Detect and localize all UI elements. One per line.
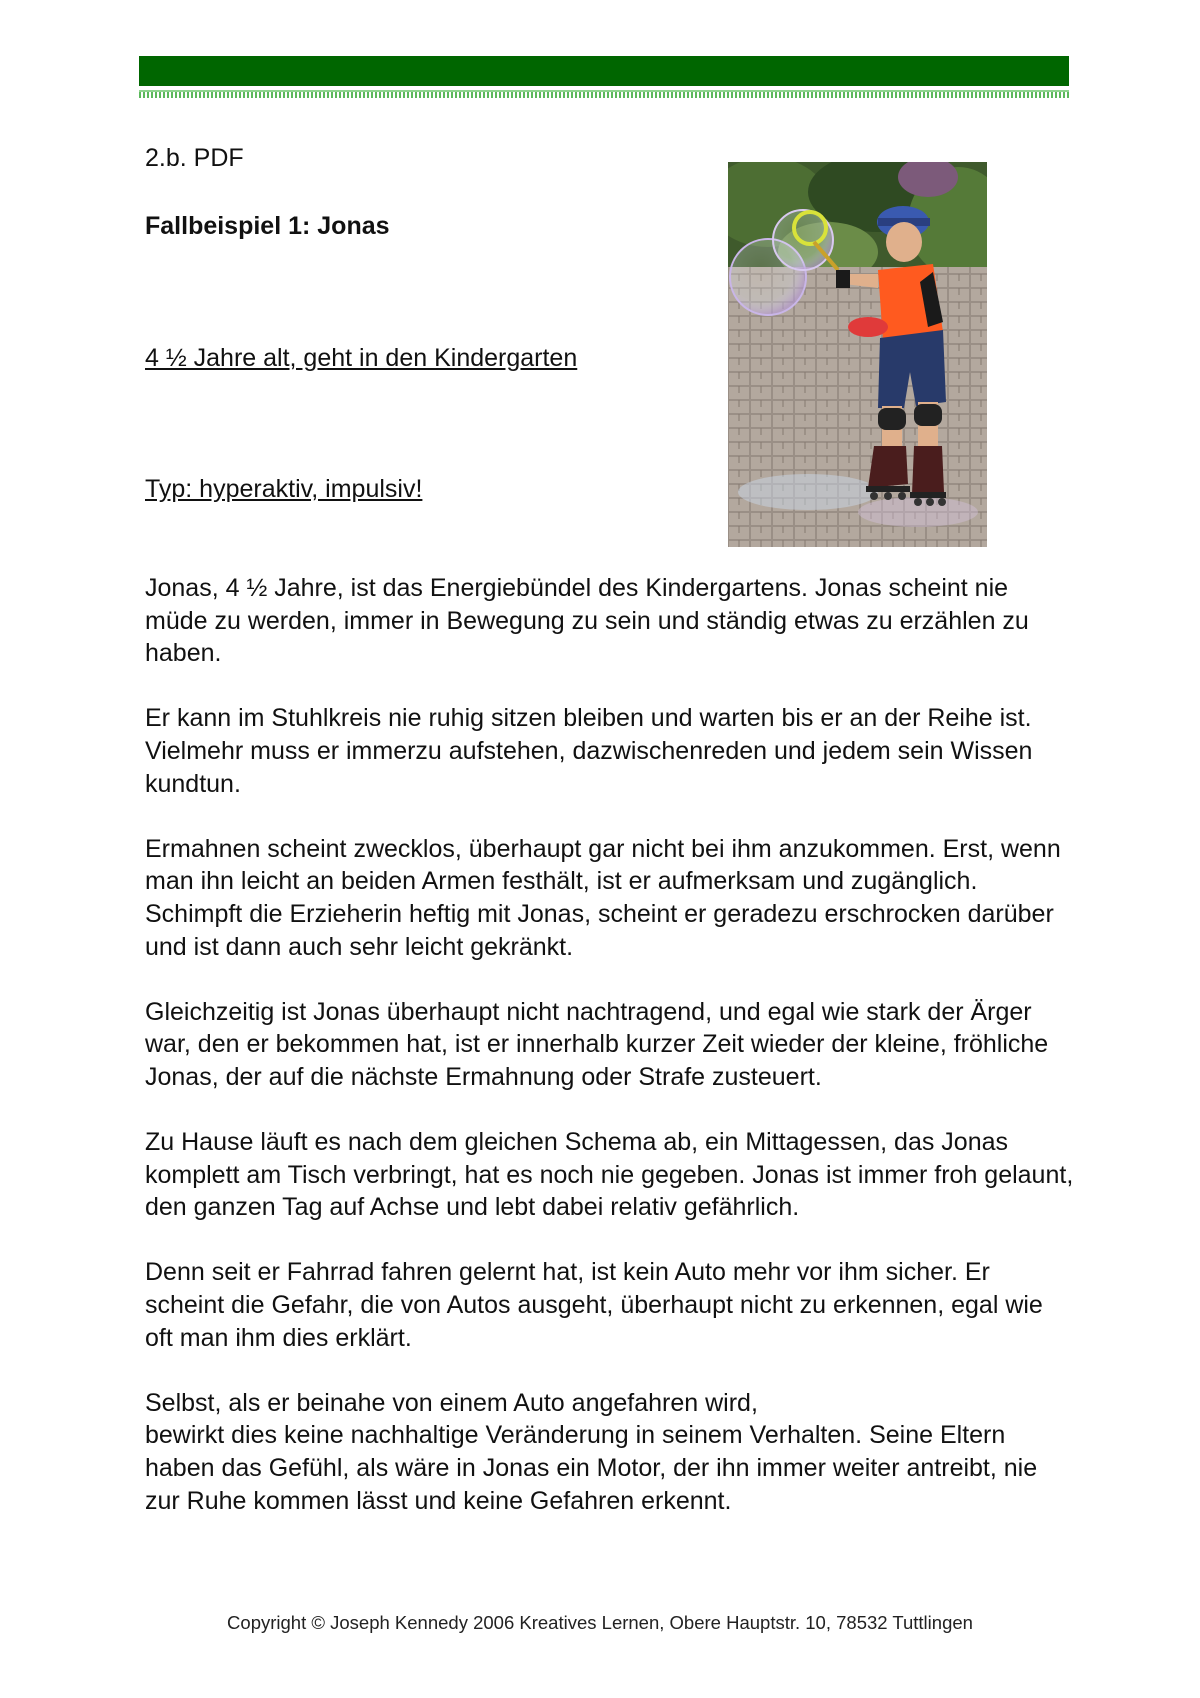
child-photo — [728, 162, 987, 547]
paragraph-last-line1: Selbst, als er beinahe von einem Auto angefahren wird, — [145, 1388, 758, 1417]
header-green-bar — [139, 56, 1069, 86]
type-subheading: Typ: hyperaktiv, impulsiv! — [145, 475, 423, 503]
paragraph-last — [145, 1387, 1075, 1517]
child-on-skates-icon — [728, 162, 987, 547]
paragraph: Gleichzeitig ist Jonas überhaupt nicht nachtragend, und egal wie stark der Ärger war, den er bekommen hat, ist er innerhalb kurzer Zeit wieder der kleine, fröhliche Jonas, der auf die nächste Ermahnung oder Strafe zusteuert. — [145, 997, 1049, 1091]
document-label: 2.b. PDF — [145, 144, 244, 172]
paragraph: Zu Hause läuft es nach dem gleichen Schema ab, ein Mittagessen, das Jonas komplett am Tisch verbringt, hat es noch nie gegeben. Jonas ist immer froh gelaunt, den ganzen Tag auf Achse und lebt dabei relativ gefährlich. — [145, 1128, 1074, 1222]
paragraph: Denn seit er Fahrrad fahren gelernt hat, ist kein Auto mehr vor ihm sicher. Er scheint die Gefahr, die von Autos ausgeht, überhaupt nicht zu erkennen, egal wie oft man ihm dies erklärt. — [145, 1258, 1043, 1352]
paragraph: Jonas, 4 ½ Jahre, ist das Energiebündel des Kindergartens. Jonas scheint nie müde zu werden, immer in Bewegung zu sein und ständig etwas zu erzählen zu haben. — [145, 574, 1029, 668]
paragraph: Ermahnen scheint zwecklos, überhaupt gar nicht bei ihm anzukommen. Erst, wenn man ihn leicht an beiden Armen festhält, ist er aufmerksam und zugänglich. Schimpft die Erzieherin heftig mit Jonas, scheint er geradezu erschrocken darüber und ist dann auch sehr leicht gekränkt. — [145, 834, 1061, 961]
age-subheading: 4 ½ Jahre alt, geht in den Kindergarten — [145, 344, 578, 372]
copyright-footer: Copyright © Joseph Kennedy 2006 Kreatives Lernen, Obere Hauptstr. 10, 78532 Tuttlingen — [227, 1612, 973, 1633]
header-dotted-stripe — [139, 90, 1069, 98]
paragraph-last-rest: bewirkt dies keine nachhaltige Veränderung in seinem Verhalten. Seine Eltern haben das Gefühl, als wäre in Jonas ein Motor, der ihn immer weiter antreibt, nie zur Ruhe kommen lässt und keine Gefahren erkennt. — [145, 1421, 1038, 1515]
case-title: Fallbeispiel 1: Jonas — [145, 212, 390, 240]
paragraph: Er kann im Stuhlkreis nie ruhig sitzen bleiben und warten bis er an der Reihe ist. Vielmehr muss er immerzu aufstehen, dazwischenreden und jedem sein Wissen kundtun. — [145, 704, 1033, 798]
case-description — [145, 572, 1075, 1550]
